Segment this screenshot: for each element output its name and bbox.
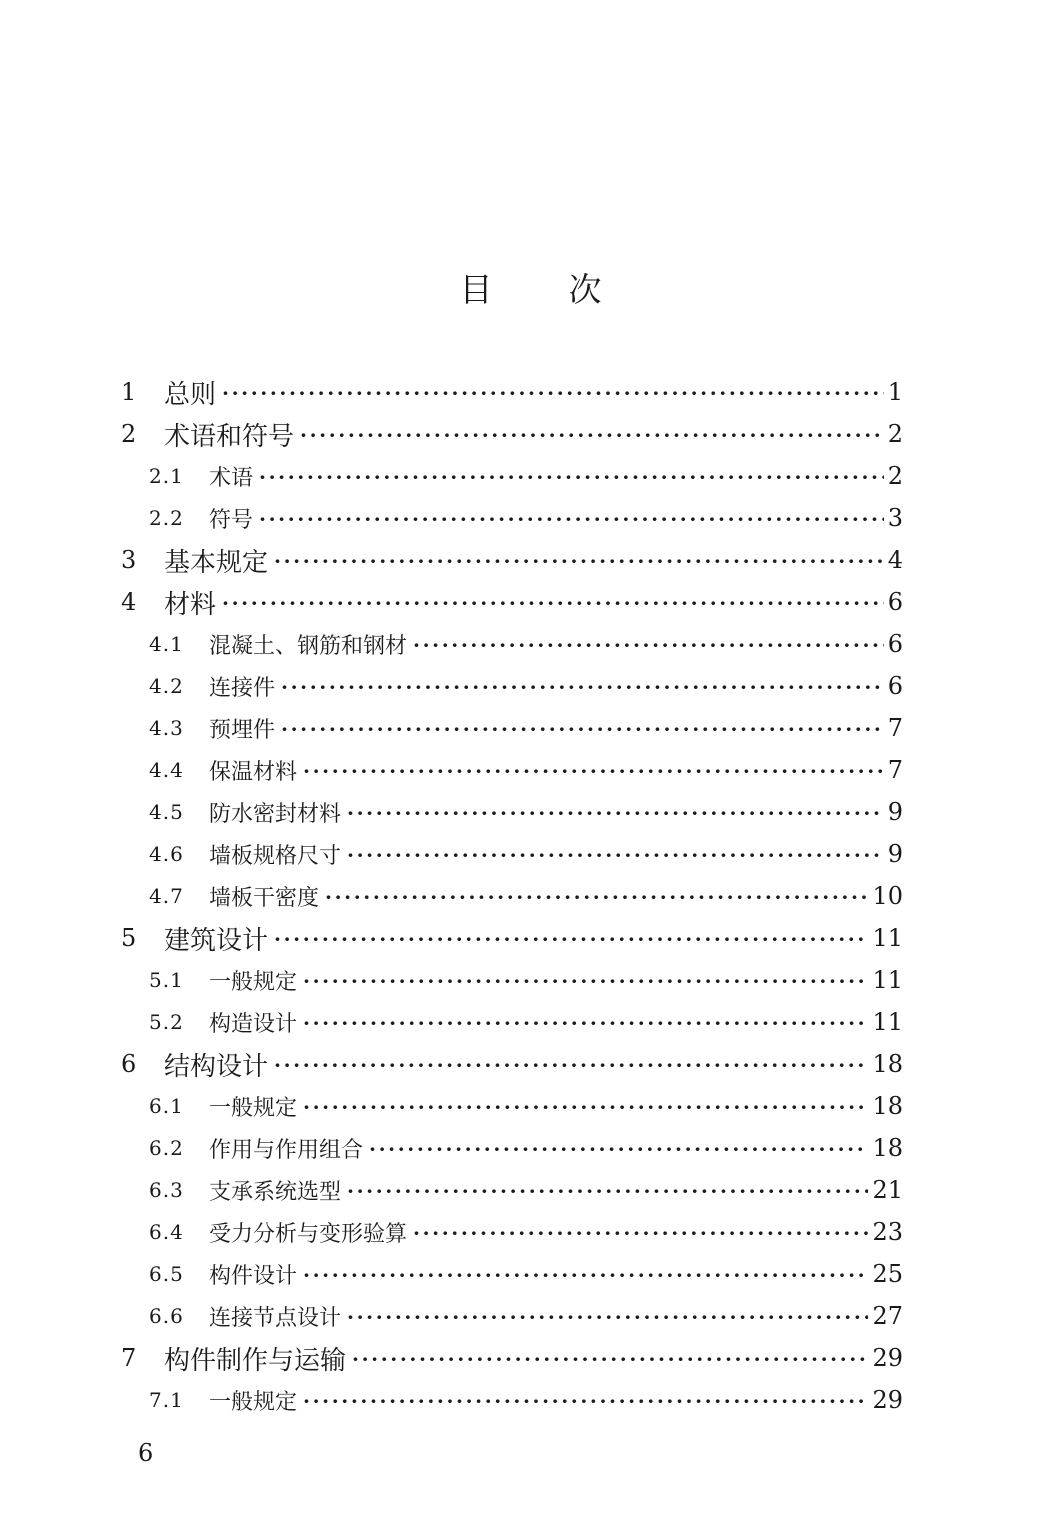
toc-section-row[interactable] — [149, 875, 903, 917]
toc-title: 构造设计 — [209, 1011, 298, 1037]
toc-title: 防水密封材料 — [209, 801, 342, 827]
toc-page-number: 10 — [872, 882, 903, 910]
toc-section-row[interactable] — [149, 707, 903, 749]
toc-title: 保温材料 — [209, 759, 298, 785]
toc-section-row[interactable] — [149, 1253, 903, 1295]
toc-title: 连接件 — [209, 675, 276, 701]
toc-title: 混凝土、钢筋和钢材 — [209, 633, 408, 659]
toc-number: 7 — [121, 1344, 137, 1372]
toc-number: 2 — [121, 420, 137, 448]
toc-number: 4 — [121, 588, 137, 616]
toc-number: 6.2 — [149, 1136, 184, 1160]
toc-number: 5.2 — [149, 1010, 184, 1034]
toc-page-number: 6 — [887, 588, 903, 616]
toc-chapter-row[interactable] — [121, 917, 903, 959]
toc-chapter-row[interactable] — [121, 581, 903, 623]
toc-page-number: 7 — [887, 714, 903, 742]
toc-page-number: 9 — [887, 840, 903, 868]
toc-dot-leader — [274, 1043, 868, 1085]
toc-title: 墙板干密度 — [209, 885, 320, 911]
toc-section-row[interactable] — [149, 497, 903, 539]
toc-number: 6.4 — [149, 1220, 184, 1244]
toc-number: 4.2 — [149, 674, 184, 698]
toc-title: 总则 — [164, 379, 217, 410]
toc-title: 受力分析与变形验算 — [209, 1221, 408, 1247]
toc-page-number: 18 — [872, 1050, 903, 1078]
toc-section-row[interactable] — [149, 959, 903, 1001]
toc-title: 作用与作用组合 — [209, 1137, 364, 1163]
toc-section-row[interactable] — [149, 791, 903, 833]
toc-section-row[interactable] — [149, 1085, 903, 1127]
toc-dot-leader — [413, 623, 884, 665]
toc-section-row[interactable] — [149, 1211, 903, 1253]
toc-page-number: 27 — [872, 1302, 903, 1330]
toc-dot-leader — [347, 1169, 868, 1211]
toc-page-number: 7 — [887, 756, 903, 784]
toc-title: 建筑设计 — [164, 925, 269, 956]
toc-number: 6.6 — [149, 1304, 184, 1328]
toc-section-row[interactable] — [149, 1001, 903, 1043]
toc-title: 符号 — [209, 507, 254, 533]
toc-title: 一般规定 — [209, 1095, 298, 1121]
toc-number: 4.1 — [149, 632, 184, 656]
title-char-1: 目 — [459, 270, 495, 309]
toc-page-number: 18 — [872, 1134, 903, 1162]
toc-dot-leader — [303, 959, 868, 1001]
toc-dot-leader — [281, 665, 884, 707]
toc-section-row[interactable] — [149, 1379, 903, 1421]
toc-number: 6 — [121, 1050, 137, 1078]
toc-page-number: 9 — [887, 798, 903, 826]
toc-chapter-row[interactable] — [121, 371, 903, 413]
toc-dot-leader — [274, 539, 884, 581]
toc-number: 4.3 — [149, 716, 184, 740]
toc-dot-leader — [303, 1001, 868, 1043]
toc-page-number: 11 — [872, 924, 903, 952]
toc-page-number: 2 — [887, 420, 903, 448]
toc-page-number: 1 — [887, 378, 903, 406]
toc-title: 一般规定 — [209, 1389, 298, 1415]
toc-chapter-row[interactable] — [121, 1043, 903, 1085]
toc-number: 7.1 — [149, 1388, 184, 1412]
toc-page-number: 29 — [872, 1344, 903, 1372]
toc-section-row[interactable] — [149, 665, 903, 707]
toc-number: 6.3 — [149, 1178, 184, 1202]
toc-section-row[interactable] — [149, 1127, 903, 1169]
toc-chapter-row[interactable] — [121, 539, 903, 581]
toc-title: 一般规定 — [209, 969, 298, 995]
toc-dot-leader — [352, 1337, 868, 1379]
toc-section-row[interactable] — [149, 749, 903, 791]
toc-number: 6.5 — [149, 1262, 184, 1286]
toc-number: 4.4 — [149, 758, 184, 782]
toc-section-row[interactable] — [149, 455, 903, 497]
toc-dot-leader — [300, 413, 884, 455]
toc-page-number: 29 — [872, 1386, 903, 1414]
toc-dot-leader — [413, 1211, 868, 1253]
toc-dot-leader — [303, 1379, 868, 1421]
toc-number: 1 — [121, 378, 137, 406]
toc-number: 5.1 — [149, 968, 184, 992]
toc-number: 3 — [121, 546, 137, 574]
toc-dot-leader — [274, 917, 868, 959]
toc-title: 构件设计 — [209, 1263, 298, 1289]
toc-dot-leader — [369, 1127, 868, 1169]
toc-title: 支承系统选型 — [209, 1179, 342, 1205]
toc-number: 6.1 — [149, 1094, 184, 1118]
page-folio: 6 — [138, 1439, 154, 1467]
toc-page-number: 21 — [872, 1176, 903, 1204]
toc-section-row[interactable] — [149, 833, 903, 875]
toc-dot-leader — [303, 749, 884, 791]
toc-title: 基本规定 — [164, 547, 269, 578]
toc-title: 结构设计 — [164, 1051, 269, 1082]
toc-number: 2.2 — [149, 506, 184, 530]
toc-chapter-row[interactable] — [121, 413, 903, 455]
toc-dot-leader — [347, 791, 884, 833]
toc-section-row[interactable] — [149, 1169, 903, 1211]
toc-dot-leader — [259, 497, 884, 539]
toc-number: 5 — [121, 924, 137, 952]
title-char-2: 次 — [568, 270, 604, 309]
toc-dot-leader — [303, 1253, 868, 1295]
toc-section-row[interactable] — [149, 1295, 903, 1337]
toc-dot-leader — [281, 707, 884, 749]
toc-dot-leader — [347, 833, 884, 875]
toc-page-number: 6 — [887, 630, 903, 658]
toc-page-number: 25 — [872, 1260, 903, 1288]
toc-page-number: 11 — [872, 1008, 903, 1036]
toc-title: 连接节点设计 — [209, 1305, 342, 1331]
toc-title: 术语和符号 — [164, 421, 295, 452]
toc-number: 4.5 — [149, 800, 184, 824]
toc-page-number: 11 — [872, 966, 903, 994]
toc-dot-leader — [259, 455, 884, 497]
toc-page-number: 6 — [887, 672, 903, 700]
toc-title: 术语 — [209, 465, 254, 491]
page-title — [0, 268, 1063, 312]
toc-page-number: 4 — [887, 546, 903, 574]
toc-page-number: 23 — [872, 1218, 903, 1246]
toc-dot-leader — [325, 875, 868, 917]
toc-title: 预埋件 — [209, 717, 276, 743]
toc-title: 构件制作与运输 — [164, 1345, 347, 1376]
toc-section-row[interactable] — [149, 623, 903, 665]
toc-dot-leader — [303, 1085, 868, 1127]
toc-dot-leader — [347, 1295, 868, 1337]
toc-title: 墙板规格尺寸 — [209, 843, 342, 869]
toc-number: 4.6 — [149, 842, 184, 866]
toc-number: 4.7 — [149, 884, 184, 908]
toc-page-number: 2 — [887, 462, 903, 490]
toc-page-number: 18 — [872, 1092, 903, 1120]
toc-number: 2.1 — [149, 464, 184, 488]
toc-dot-leader — [222, 371, 884, 413]
toc-title: 材料 — [164, 589, 217, 620]
toc-page-number: 3 — [887, 504, 903, 532]
toc-chapter-row[interactable] — [121, 1337, 903, 1379]
toc-dot-leader — [222, 581, 884, 623]
